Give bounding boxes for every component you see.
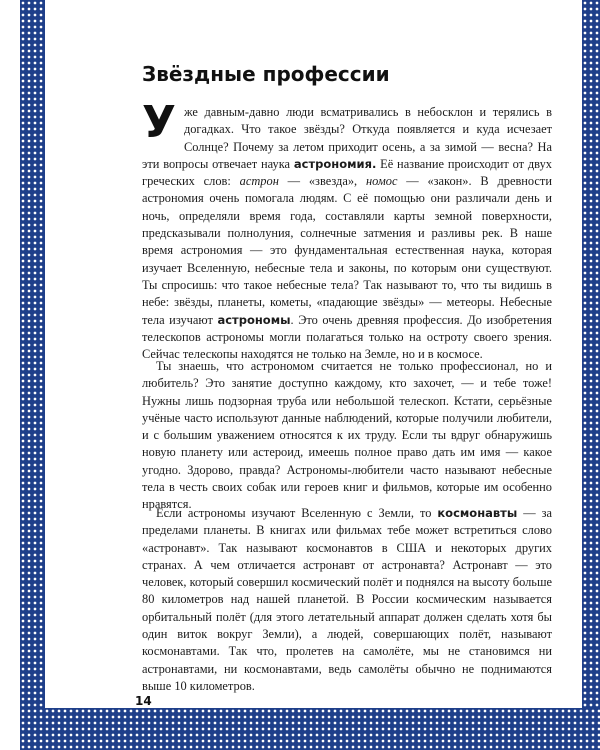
paragraph-text: — «закон». В древности астрономия очень помогала людям. С её помощью они различали день и ночь, определяли время года, составляли карты земной поверхности, предсказывали полнолуния, солнечные затмения и разливы рек. В наше время астрономия — это фундаментальная естественная наука, которая изучает Вселенную, небесные тела и законы, по которым они существуют. Ты спросишь: что такое небесные тела? Так называют то, что ты видишь в небе: звёзды, планеты, кометы, «падающие звёзды» — метеоры. Небесные тела изучают xyxy=(142,174,552,327)
paragraph-text: же давным-давно люди всматривались в небосклон и терялись в догадках. Что такое звёзды? Откуда появляется и куда исчезает Солнце? Почему за летом приходит осень, а за зимой — весна? На эти вопросы отвечает наука xyxy=(142,105,552,171)
dotted-border-left xyxy=(20,0,45,750)
greek-word-astron: астрон xyxy=(239,174,279,189)
paragraph-text: Если астрономы изучают Вселенную с Земли, то xyxy=(156,506,438,520)
term-astronomers: астрономы xyxy=(217,312,291,327)
term-cosmonauts: космонавты xyxy=(437,506,518,520)
paragraph-text: — «звезда», xyxy=(278,174,366,189)
paragraph-amateurs: Ты знаешь, что астрономом считается не только профессионал, но и любитель? Это занятие доступно каждому, кто захочет, — и тебе тоже! Нужны лишь подзорная труба или небольшой телескоп. Кстати, серьёзные учёные часто используют данные наблюдений, которые получили любители, и с большим уважением относятся к их труду. Если ты вдруг обнаружишь новую планету или астероид, имеешь полное право дать им имя — какое угодно. Здорово, правда? Астрономы-любители часто называют небесные тела в честь своих собак или героев книг и фильмов, которые им особенно нравятся. xyxy=(142,359,552,512)
paragraph-cosmonauts xyxy=(142,505,552,695)
page-number: 14 xyxy=(135,694,152,708)
term-astronomy: астрономия. xyxy=(293,156,377,171)
paragraph-text: — за пределами планеты. В книгах или фильмах тебе может встретиться слово «астронавт». Так называют космонавтов в США и некоторых других странах. А чем отличается астронавт от астронавта? Астронавт — это человек, который совершил космический полёт и поднялся на высоту больше 80 километров над нашей планетой. В России космическим называется орбитальный полёт (для этого летательный аппарат должен сделать хотя бы один виток вокруг Земли), а людей, совершающих полёт, называют космонавтами. Так что, пролетев на самолёте, мы не становимся ни астронавтами, ни космонавтами, ведь самолёты обычно не поднимаются выше 10 километров. xyxy=(142,506,552,693)
drop-cap-letter: У xyxy=(142,97,176,148)
greek-word-nomos: номос xyxy=(365,174,398,189)
dotted-border-bottom xyxy=(20,708,600,750)
paragraph-text: . Это очень древняя профессия. До изобретения телескопов астрономы могли полагаться только на остроту своего зрения. Сейчас телескопы находятся не только на Земле, но и в космосе. xyxy=(142,312,552,362)
dotted-border-right xyxy=(582,0,600,750)
paragraph-astronomy xyxy=(142,97,552,363)
paragraph-text: Её название происходит от двух греческих слов: xyxy=(142,156,552,189)
page-title: Звёздные профессии xyxy=(142,62,390,86)
